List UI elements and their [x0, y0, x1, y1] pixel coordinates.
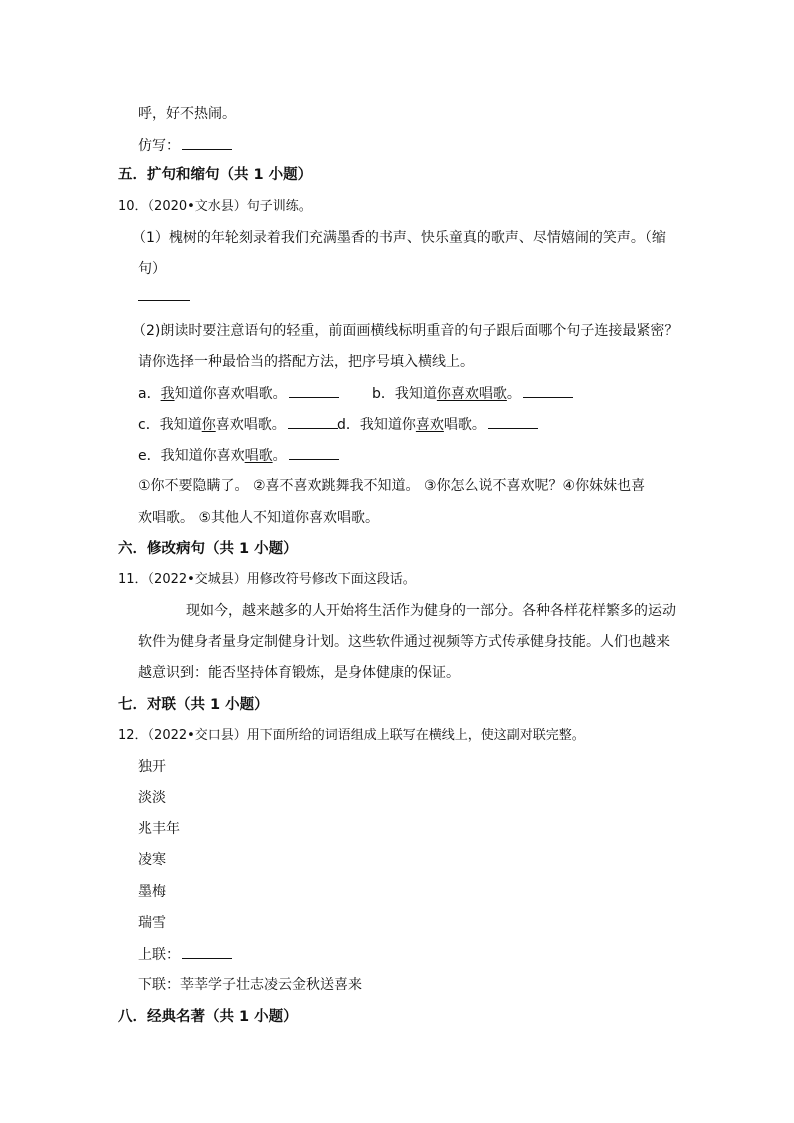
q12-source: 12．（2022•交口县）用下面所给的词语组成上联写在横线上，使这副对联完整。 [118, 728, 585, 743]
option-b-stress: 你喜欢唱歌 [436, 386, 507, 402]
answer-blank-q10-p1[interactable] [138, 286, 190, 301]
option-a-stress: 我 [160, 386, 175, 402]
option-e-prefix: e．我知道你喜欢 [138, 448, 245, 464]
prev-question-tail: 呼，好不热闹。 [138, 106, 236, 122]
word-item: 淡淡 [138, 790, 166, 806]
section-5-heading: 五．扩句和缩句（共 1 小题） [118, 167, 313, 183]
lower-couplet: 下联：莘莘学子壮志凌云金秋送喜来 [138, 977, 362, 993]
q10-p1-line1: （1）槐树的年轮刻录着我们充满墨香的书声、快乐童真的歌声、尽情嬉闹的笑声。（缩 [132, 230, 666, 246]
q10-p2-line1: （2)朗读时要注意语句的轻重，前面画横线标明重音的句子跟后面哪个句子连接最紧密？ [132, 323, 679, 339]
upper-couplet-line [138, 944, 232, 965]
q10-option-d [337, 414, 538, 435]
option-c-prefix: c．我知道 [138, 417, 202, 433]
q10-choices-line2: 欢唱歌。 ⑤其他人不知道你喜欢唱歌。 [138, 510, 379, 526]
option-c-stress: 你 [201, 417, 216, 433]
option-d-rest: 唱歌。 [443, 417, 486, 433]
q11-paragraph-line1: 现如今，越来越多的人开始将生活作为健身的一部分。各种各样花样繁多的运动 [186, 603, 676, 619]
answer-blank-upper-couplet[interactable] [182, 944, 232, 959]
imitate-label: 仿写： [138, 138, 180, 154]
word-item: 独开 [138, 759, 166, 775]
imitate-line [138, 135, 232, 156]
q11-paragraph-line3: 越意识到：能否坚持体育锻炼，是身体健康的保证。 [138, 665, 460, 681]
q10-option-a [138, 383, 339, 404]
option-a-rest: 知道你喜欢唱歌。 [174, 386, 287, 402]
q10-option-c [138, 414, 338, 435]
word-item: 兆丰年 [138, 821, 180, 837]
section-8-heading: 八．经典名著（共 1 小题） [118, 1009, 298, 1025]
word-item: 凌寒 [138, 852, 166, 868]
answer-blank-b[interactable] [523, 383, 573, 398]
answer-blank-c[interactable] [288, 414, 338, 429]
option-b-rest: 。 [506, 386, 521, 402]
q10-p1-answer [138, 286, 190, 307]
option-e-stress: 唱歌 [244, 448, 273, 464]
option-b-prefix: b．我知道 [372, 386, 437, 402]
option-d-stress: 喜欢 [415, 417, 444, 433]
option-a-prefix: a． [138, 386, 161, 402]
q10-source: 10．（2020•文水县）句子训练。 [118, 199, 312, 214]
answer-blank-e[interactable] [289, 445, 339, 460]
q10-p2-line2: 请你选择一种最恰当的搭配方法，把序号填入横线上。 [138, 354, 474, 370]
word-item: 瑞雪 [138, 915, 166, 931]
section-6-heading: 六．修改病句（共 1 小题） [118, 541, 298, 557]
option-c-rest: 喜欢唱歌。 [215, 417, 286, 433]
q10-option-b [372, 383, 573, 404]
upper-couplet-label: 上联： [138, 947, 180, 963]
answer-blank-a[interactable] [289, 383, 339, 398]
q11-source: 11．（2022•交城县）用修改符号修改下面这段话。 [118, 572, 416, 587]
q10-option-e [138, 445, 339, 466]
q11-paragraph-line2: 软件为健身者量身定制健身计划。这些软件通过视频等方式传承健身技能。人们也越来 [138, 634, 670, 650]
q10-p1-line2: 句） [138, 261, 166, 277]
answer-blank-imitate[interactable] [182, 135, 232, 150]
q10-choices-line1: ①你不要隐瞒了。 ②喜不喜欢跳舞我不知道。 ③你怎么说不喜欢呢？④你妹妹也喜 [138, 478, 646, 494]
option-e-rest: 。 [272, 448, 287, 464]
answer-blank-d[interactable] [488, 414, 538, 429]
section-7-heading: 七．对联（共 1 小题） [118, 697, 269, 713]
word-item: 墨梅 [138, 884, 166, 900]
option-d-prefix: d．我知道你 [337, 417, 416, 433]
